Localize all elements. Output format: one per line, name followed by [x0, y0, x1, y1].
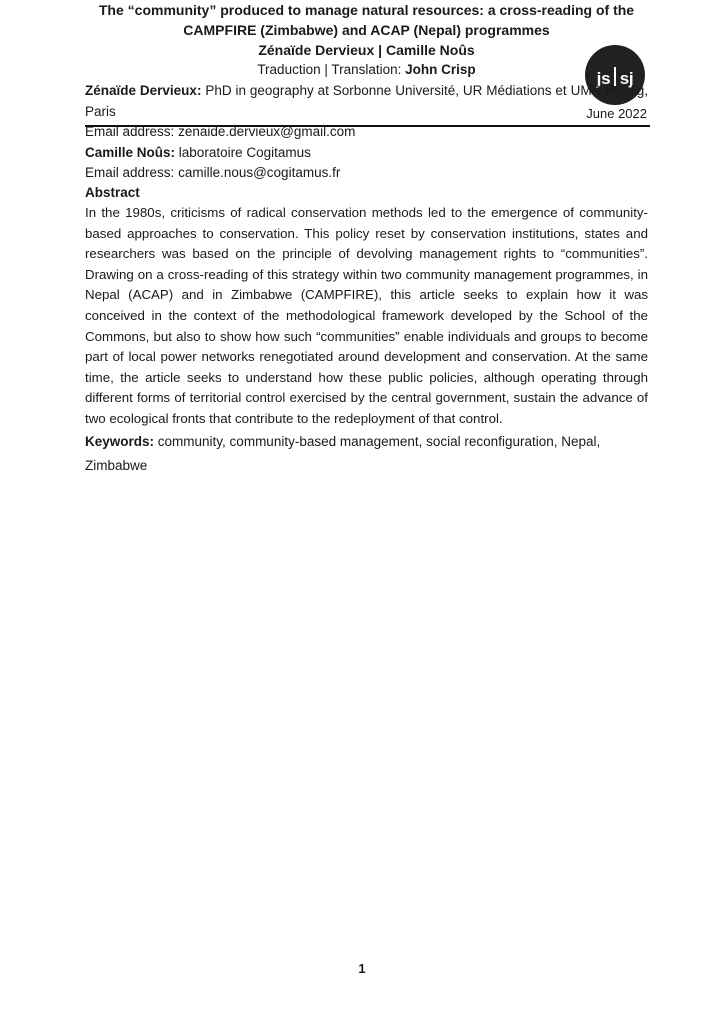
article-content [85, 0, 648, 478]
author-2-email-line [85, 163, 648, 183]
author-2-affiliation-text: laboratoire Cogitamus [178, 145, 311, 160]
translator-name: John Crisp [405, 62, 476, 77]
paper-title: The “community” produced to manage natural resources: a cross-reading of the CAMPFIRE (Zimbabwe) and ACAP (Nepal) programmes [98, 2, 635, 38]
translation-label: Traduction | Translation: [257, 62, 402, 77]
authors-byline: Zénaïde Dervieux | Camille Noûs [258, 42, 475, 58]
author-2-email-label: Email address: [85, 165, 175, 180]
translation-credit [85, 60, 648, 80]
author-1-email-line [85, 122, 648, 142]
author-2-name: Camille Noûs: [85, 145, 176, 160]
abstract-text: In the 1980s, criticisms of radical conservation methods led to the emergence of community-based approaches to conservation. This policy reset by conservation institutions, states and researchers was based on the principle of devolving management rights to “communities”. Drawing on a cross-reading of this strategy within two community management programmes, in Nepal (ACAP) and in Zimbabwe (CAMPFIRE), this article seeks to explain how it was conceived in the context of the methodological framework developed by the School of the Commons, but also to show how such “communities” enable individuals and groups to become part of local power networks renegotiated around development and conservation. At the same time, the article seeks to understand how these public policies, although operating through different forms of territorial control exercised by the central government, sustain the advance of two ecological fronts that contribute to the redeployment of that control. [85, 205, 648, 426]
keywords-line [85, 430, 648, 478]
author-1-name: Zénaïde Dervieux: [85, 83, 202, 98]
issue-date: June 2022 [586, 106, 647, 121]
journal-logo-left: js [596, 68, 611, 88]
author-1-affiliation [85, 80, 648, 122]
author-2-email-address: camille.nous@cogitamus.fr [178, 165, 341, 180]
author-1-affiliation-text: PhD in geography at Sorbonne Université, UR Médiations et UMR Prodig, Paris [85, 83, 648, 119]
abstract-heading: Abstract [85, 185, 140, 200]
keywords-label: Keywords: [85, 433, 155, 449]
page-number: 1 [358, 961, 366, 976]
author-1-email-label: Email address: [85, 124, 175, 139]
keywords-text: community, community-based management, social reconfiguration, Nepal, Zimbabwe [85, 433, 601, 473]
author-2-affiliation [85, 142, 648, 163]
journal-logo-right: sj [619, 68, 634, 88]
author-1-email-address: zenaide.dervieux@gmail.com [178, 124, 356, 139]
